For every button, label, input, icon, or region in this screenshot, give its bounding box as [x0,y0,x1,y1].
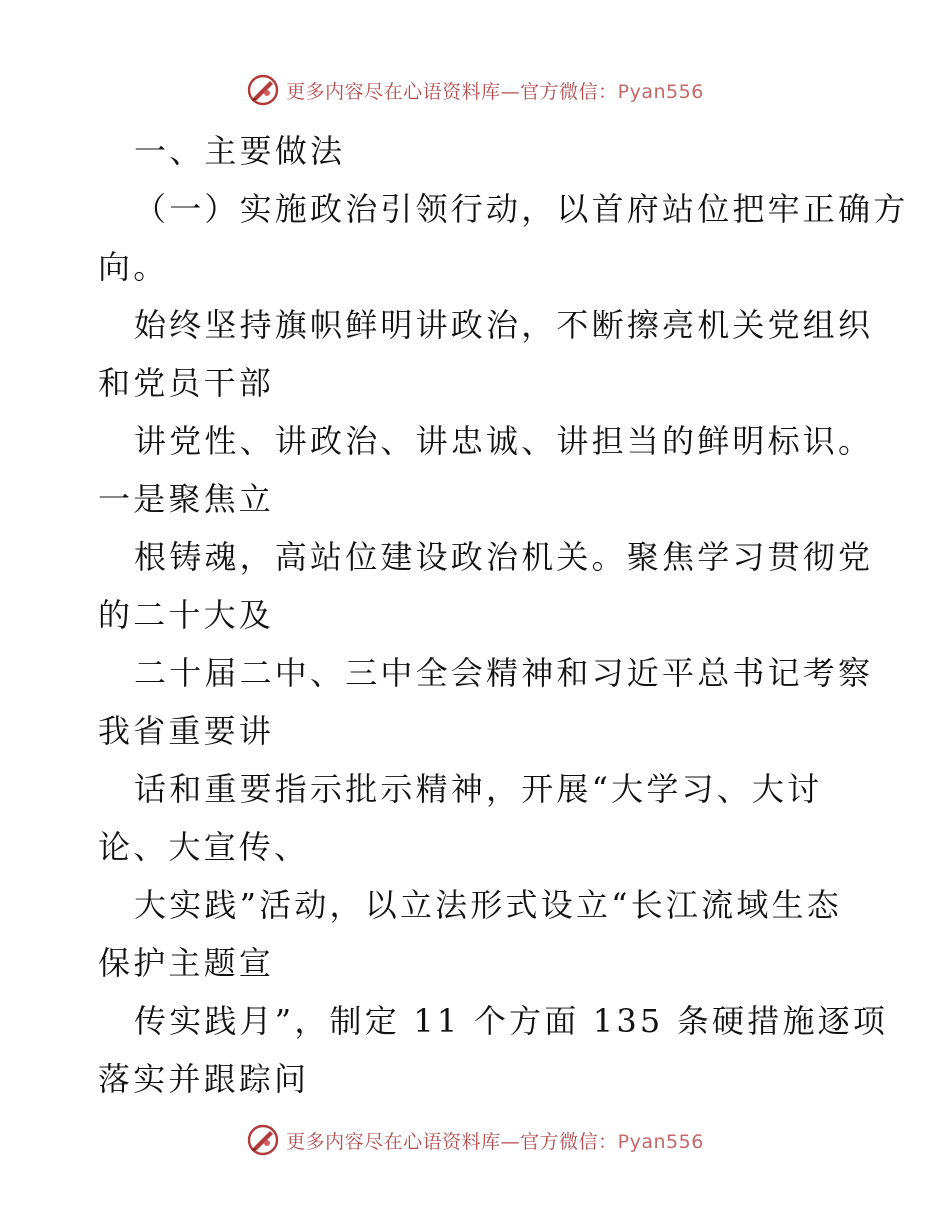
pen-logo-icon [246,73,280,107]
text-line: 讲党性、讲政治、讲忠诚、讲担当的鲜明标识。 [134,422,874,460]
text-line: 向。 [98,248,169,286]
text-line: 话和重要指示批示精神，开展“大学习、大讨 [134,770,823,808]
text-line: 论、大宣传、 [98,828,310,866]
watermark-text: 更多内容尽在心语资料库—官方微信：Pyan556 [286,1130,704,1153]
pen-logo-icon [246,1123,280,1157]
text-line: 大实践”活动，以立法形式设立“长江流域生态 [134,886,842,924]
watermark-footer [0,1120,950,1160]
text-line: 我省重要讲 [98,712,275,750]
text-line: 一是聚焦立 [98,480,275,518]
text-line: 落实并跟踪问 [98,1060,310,1098]
text-line: 的二十大及 [98,596,275,634]
watermark-group [246,1123,704,1157]
watermark-group [246,73,704,107]
text-line: 根铸魂，高站位建设政治机关。聚焦学习贯彻党 [134,538,874,576]
text-line: 保护主题宣 [98,944,275,982]
text-line: （一）实施政治引领行动，以首府站位把牢正确方 [134,190,909,228]
watermark-wechat-id: Pyan556 [617,1130,704,1153]
text-line: 一、主要做法 [134,132,346,170]
text-line: 传实践月”，制定 11 个方面 135 条硬措施逐项 [134,1002,889,1040]
text-line: 和党员干部 [98,364,275,402]
text-line: 始终坚持旗帜鲜明讲政治，不断擦亮机关党组织 [134,306,874,344]
watermark-text: 更多内容尽在心语资料库—官方微信：Pyan556 [286,80,704,103]
text-line: 二十届二中、三中全会精神和习近平总书记考察 [134,654,874,692]
watermark-wechat-id: Pyan556 [617,80,704,103]
watermark-header [0,70,950,110]
document-body [98,122,909,1108]
